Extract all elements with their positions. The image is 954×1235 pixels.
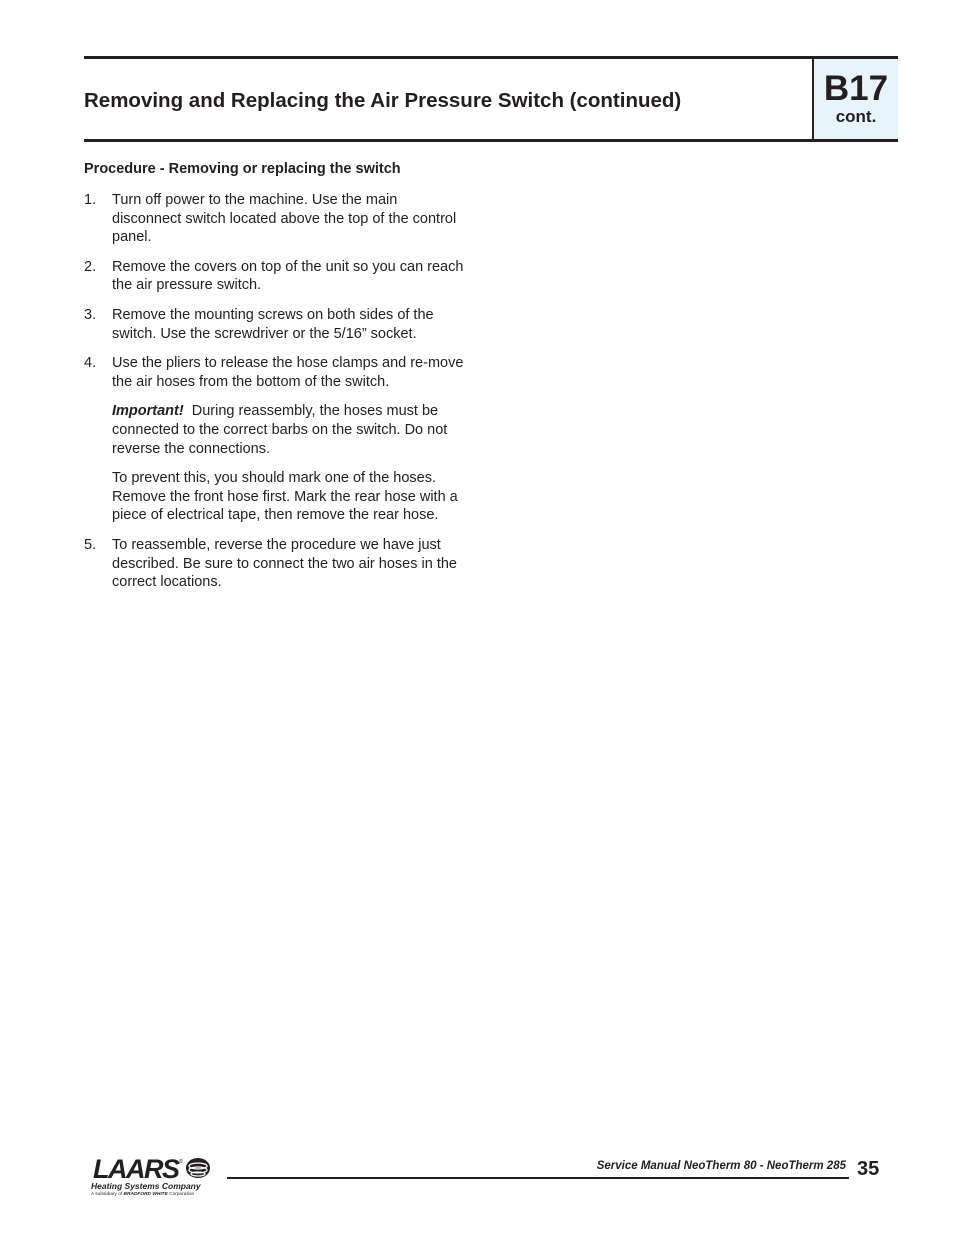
section-code: B17 xyxy=(823,69,889,108)
step-number: 1. xyxy=(84,192,97,208)
procedure-steps xyxy=(84,191,464,592)
step-5 xyxy=(84,536,464,592)
logo-subsidiary xyxy=(91,1192,194,1197)
subsidiary-suffix: Corporation xyxy=(169,1192,195,1197)
step-number: 4. xyxy=(84,355,97,372)
laars-logo xyxy=(91,1154,215,1200)
step-text: Turn off power to the machine. Use the main disconnect switch located above the top of the control panel. xyxy=(112,192,457,246)
logo-registered-mark: ® xyxy=(179,1159,183,1165)
page-number: 35 xyxy=(857,1158,880,1180)
step-2 xyxy=(84,258,464,295)
logo-swirl-icon xyxy=(186,1158,210,1178)
manual-title: Service Manual NeoTherm 80 - NeoTherm 285 xyxy=(596,1160,846,1172)
marking-note: To prevent this, you should mark one of the hoses. Remove the front hose first. Mark the rear hose with a piece of electrical tape, then remove the rear hose. xyxy=(112,470,458,524)
step-number: 5. xyxy=(84,536,97,553)
important-label: Important! xyxy=(112,403,184,420)
step-1 xyxy=(84,191,464,247)
step-text: Remove the covers on top of the unit so you can reach the air pressure switch. xyxy=(112,258,464,294)
important-note xyxy=(112,402,464,458)
step-3 xyxy=(84,306,464,343)
step-number: 2. xyxy=(84,258,97,275)
laars-logo-mark xyxy=(91,1154,215,1182)
procedure-heading: Procedure - Removing or replacing the switch xyxy=(84,161,401,177)
step-text: Remove the mounting screws on both sides of the switch. Use the screwdriver or the 5/16” socket. xyxy=(112,306,434,342)
step-text: To reassemble, reverse the procedure we have just described. Be sure to connect the two air hoses in the correct locations. xyxy=(112,536,457,591)
subsidiary-name: BRADFORD WHITE xyxy=(123,1192,168,1197)
logo-tagline: Heating Systems Company xyxy=(91,1181,201,1191)
page-header xyxy=(84,56,898,142)
step-text: Use the pliers to release the hose clamps and re-move the air hoses from the bottom of the switch. xyxy=(112,355,464,390)
footer-divider xyxy=(227,1177,849,1179)
procedure-section xyxy=(84,160,464,603)
page-title: Removing and Replacing the Air Pressure Switch (continued) xyxy=(84,89,682,112)
section-tab xyxy=(812,59,898,139)
subsidiary-prefix: A subsidiary of xyxy=(91,1192,123,1197)
step-4 xyxy=(84,354,464,525)
important-text: During reassembly, the hoses must be connected to the correct barbs on the switch. Do not reverse the connections. xyxy=(112,403,448,457)
step-number: 3. xyxy=(84,306,97,323)
logo-wordmark: LAARS xyxy=(93,1154,179,1182)
section-continued-label: cont. xyxy=(835,107,877,126)
